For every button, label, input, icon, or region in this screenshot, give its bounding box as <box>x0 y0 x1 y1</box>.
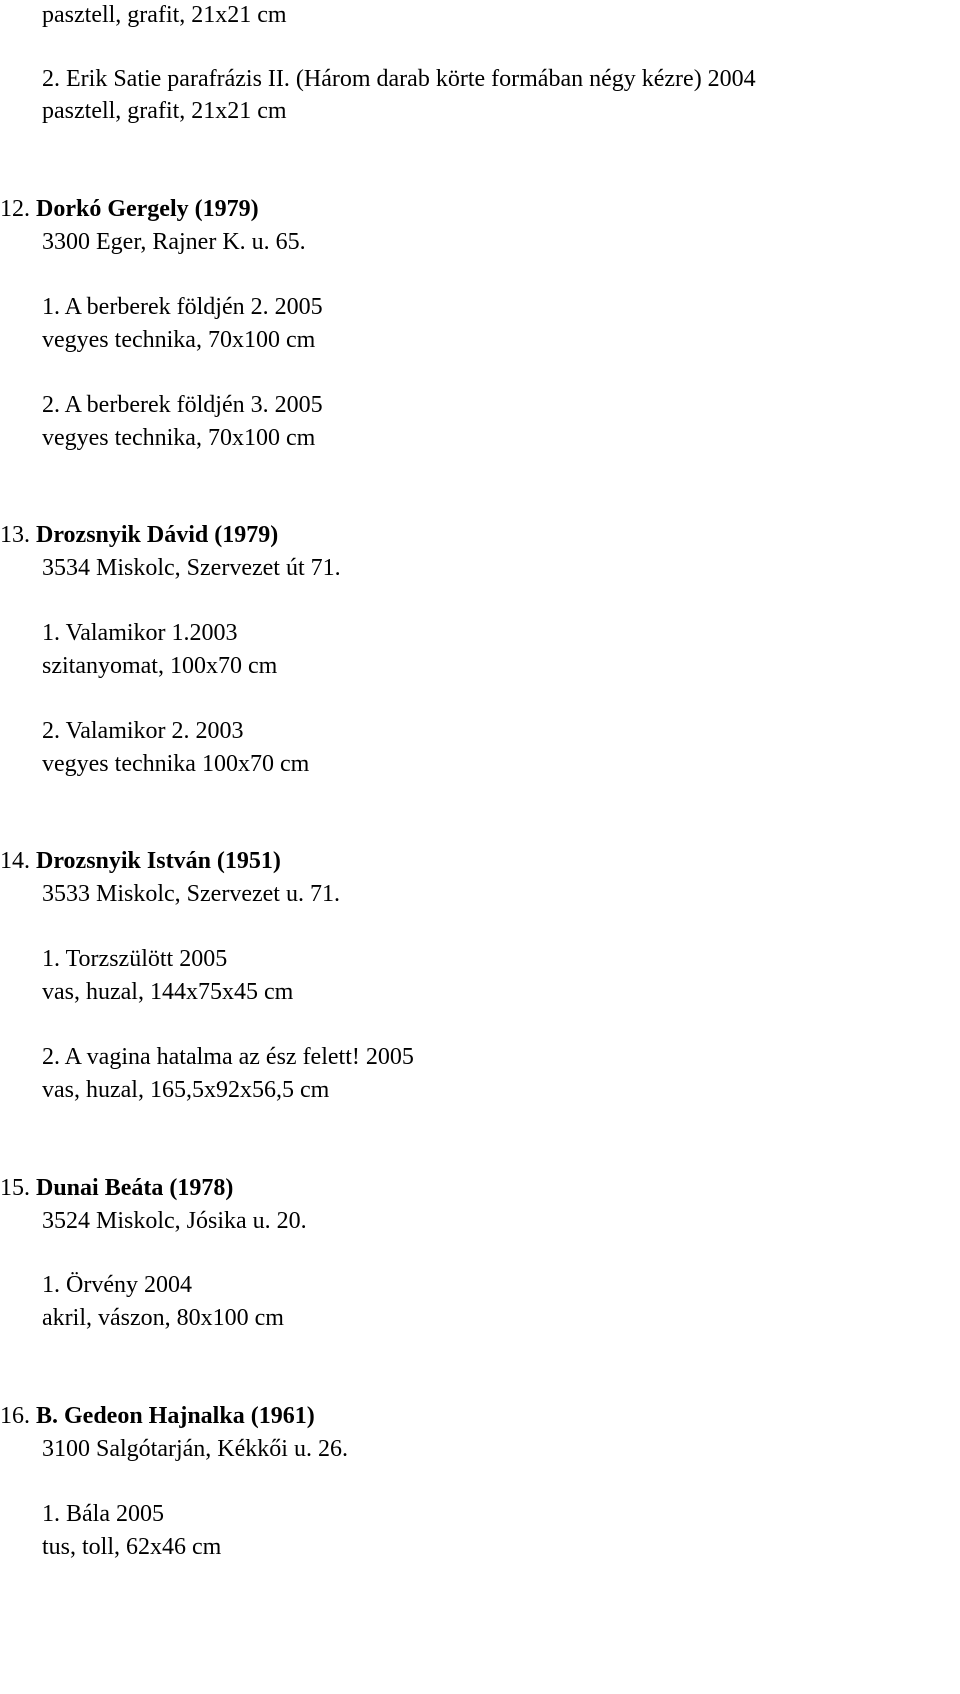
artist-address: 3524 Miskolc, Jósika u. 20. <box>42 1208 307 1234</box>
work-technique: vegyes technika 100x70 cm <box>42 751 310 777</box>
work-technique: vas, huzal, 165,5x92x56,5 cm <box>42 1077 330 1103</box>
previous-work-title: 2. Erik Satie parafrázis II. (Három darab körte formában négy kézre) 2004 <box>42 66 756 92</box>
artist-address: 3533 Miskolc, Szervezet u. 71. <box>42 881 340 907</box>
artist-name: B. Gedeon Hajnalka (1961) <box>36 1403 315 1429</box>
artist-address: 3534 Miskolc, Szervezet út 71. <box>42 555 341 581</box>
work-technique: akril, vászon, 80x100 cm <box>42 1305 284 1331</box>
work-title: 2. A vagina hatalma az ész felett! 2005 <box>42 1044 414 1070</box>
artist-name: Drozsnyik István (1951) <box>36 848 281 874</box>
work-title: 1. Örvény 2004 <box>42 1272 192 1298</box>
artist-number: 15. <box>0 1175 30 1201</box>
work-title: 1. A berberek földjén 2. 2005 <box>42 294 323 320</box>
artist-number: 16. <box>0 1403 30 1429</box>
artist-heading <box>0 846 281 876</box>
work-title: 2. Valamikor 2. 2003 <box>42 718 244 744</box>
previous-work-technique: pasztell, grafit, 21x21 cm <box>42 2 287 28</box>
artist-heading <box>0 1173 233 1203</box>
work-title: 1. Bála 2005 <box>42 1501 164 1527</box>
work-title: 1. Valamikor 1.2003 <box>42 620 238 646</box>
artist-number: 12. <box>0 196 30 222</box>
artist-heading <box>0 520 278 550</box>
artist-name: Drozsnyik Dávid (1979) <box>36 522 279 548</box>
artist-name: Dunai Beáta (1978) <box>36 1175 234 1201</box>
artist-number: 14. <box>0 848 30 874</box>
work-technique: vegyes technika, 70x100 cm <box>42 425 316 451</box>
work-technique: vegyes technika, 70x100 cm <box>42 327 316 353</box>
artist-heading <box>0 194 259 224</box>
previous-work-technique: pasztell, grafit, 21x21 cm <box>42 98 287 124</box>
work-technique: vas, huzal, 144x75x45 cm <box>42 979 294 1005</box>
work-title: 2. A berberek földjén 3. 2005 <box>42 392 323 418</box>
artist-name: Dorkó Gergely (1979) <box>36 196 259 222</box>
work-technique: szitanyomat, 100x70 cm <box>42 653 278 679</box>
work-title: 1. Torzszülött 2005 <box>42 946 228 972</box>
artist-address: 3300 Eger, Rajner K. u. 65. <box>42 229 306 255</box>
work-technique: tus, toll, 62x46 cm <box>42 1534 222 1560</box>
artist-number: 13. <box>0 522 30 548</box>
artist-address: 3100 Salgótarján, Kékkői u. 26. <box>42 1436 348 1462</box>
artist-heading <box>0 1401 315 1431</box>
